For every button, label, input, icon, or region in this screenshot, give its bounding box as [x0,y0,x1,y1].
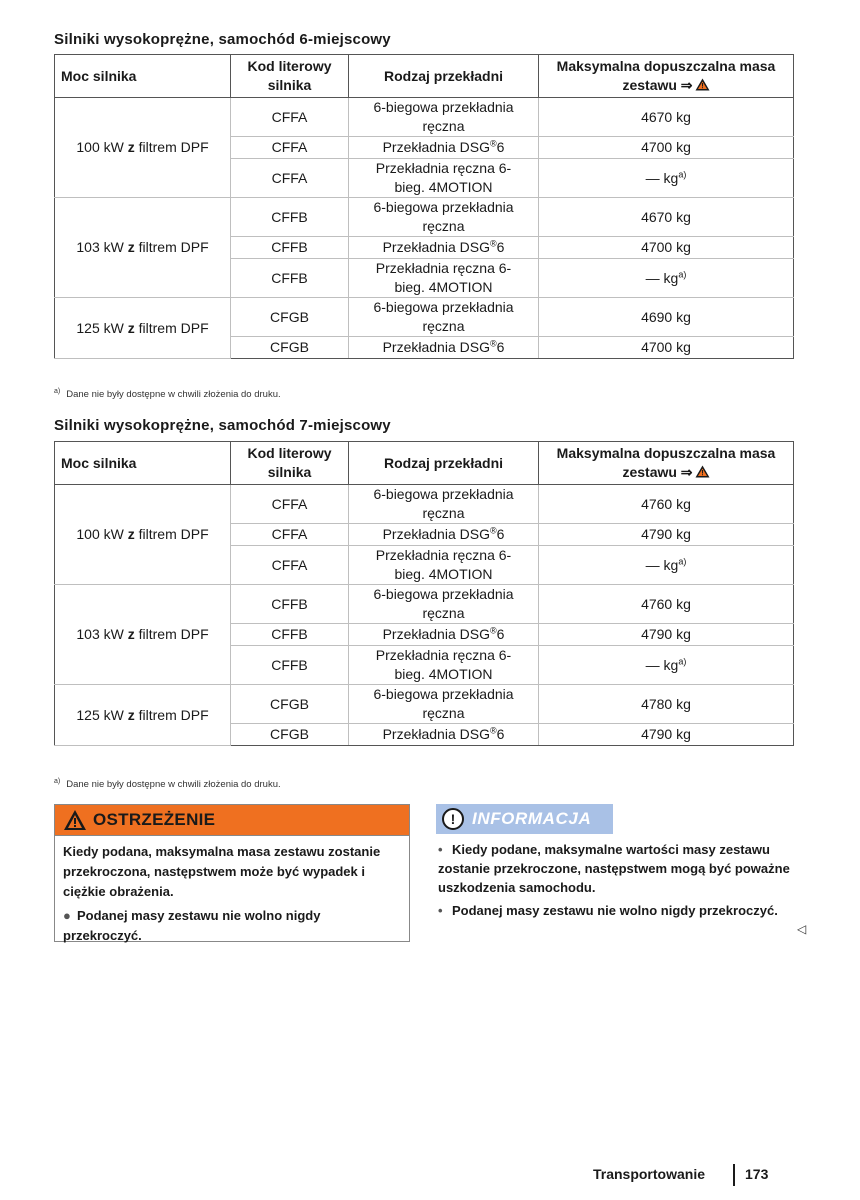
engine-code-cell: CFFA [231,137,349,159]
transmission-gears: 6 [496,626,505,642]
info-box [436,804,796,924]
engine-power-cell [55,685,231,746]
engine-conn: z [127,139,135,155]
transmission-label: 6-biegowa przekładnia ręczna [373,99,514,134]
column-header [231,55,349,98]
table-title: Silniki wysokoprężne, samochód 6-miejscowy [54,31,391,48]
transmission-cell [349,137,539,159]
max-mass-cell [539,98,794,137]
transmission-cell [349,524,539,546]
engine-power-cell [55,198,231,298]
max-mass-cell [539,624,794,646]
transmission-cell [349,646,539,685]
column-header-label: Kod literowy silnika [247,58,332,93]
engine-code-cell: CFFB [231,198,349,237]
table-footnote [54,389,281,400]
engine-filter: filtrem DPF [138,139,209,155]
transmission-gears: 6 [496,139,505,155]
transmission-label: Przekładnia ręczna 6-bieg. 4MOTION [375,647,512,682]
transmission-cell [349,298,539,337]
transmission-cell [349,259,539,298]
max-mass-value: 4790 kg [641,626,691,642]
warning-box [54,804,410,942]
info-bullet [438,840,790,897]
engine-code-cell: CFFB [231,237,349,259]
max-mass-value: 4690 kg [641,308,691,325]
column-header [231,442,349,485]
engine-filter: filtrem DPF [138,319,209,336]
max-mass-value: — kg [645,656,679,673]
transmission-cell [349,237,539,259]
registered-mark: ® [489,138,497,149]
transmission-cell [349,198,539,237]
towing-mass-table-7-seat [54,441,794,746]
table-footnote [54,779,281,790]
page-footer [0,1164,860,1188]
transmission-label: Przekładnia DSG [382,339,490,355]
table-row [55,485,794,524]
engine-code-cell: CFFA [231,98,349,137]
max-mass-value: 4790 kg [641,526,691,542]
max-mass-value: 4700 kg [641,239,691,255]
warning-body [55,836,409,946]
info-bullet [438,901,790,920]
transmission-label: Przekładnia ręczna 6-bieg. 4MOTION [375,260,512,295]
warning-text: Kiedy podana, maksymalna masa zestawu zostanie przekroczona, następstwem może być wypadek i ciężkie obrażenia. [63,844,381,899]
max-mass-cell [539,546,794,585]
column-header [55,55,231,98]
transmission-cell [349,685,539,724]
engine-filter: filtrem DPF [138,706,209,723]
footnote-text: Dane nie były dostępne w chwili złożenia do druku. [66,389,281,400]
transmission-gears: 6 [496,526,505,542]
warning-triangle-icon [695,465,710,478]
transmission-label: Przekładnia DSG [382,526,490,542]
max-mass-cell [539,298,794,337]
max-mass-value: 4760 kg [641,595,691,612]
warning-triangle-icon [63,809,87,831]
engine-power: 125 kW [76,706,124,723]
engine-filter: filtrem DPF [138,526,209,542]
transmission-label: 6-biegowa przekładnia ręczna [373,486,514,521]
warning-bullet-text: Podanej masy zestawu nie wolno nigdy przekroczyć. [63,908,321,943]
footer-section: Transportowanie [592,1166,705,1182]
footnote-mark: a) [54,387,61,395]
exclamation-circle-icon: ! [442,808,464,830]
max-mass-cell [539,485,794,524]
footnote-ref: a) [678,655,687,666]
max-mass-cell [539,237,794,259]
max-mass-value: 4780 kg [641,695,691,712]
column-header-label: Rodzaj przekładni [383,67,504,84]
engine-code-cell: CFFA [231,546,349,585]
engine-conn: z [127,319,135,336]
engine-power-cell [55,98,231,198]
info-body [436,834,794,920]
engine-code-cell: CFFA [231,485,349,524]
column-header-label: Maksymalna dopuszczalna masa zestawu ⇒ [556,445,776,480]
registered-mark: ® [489,338,497,349]
transmission-cell [349,624,539,646]
transmission-label: 6-biegowa przekładnia ręczna [373,686,514,721]
transmission-label: 6-biegowa przekładnia ręczna [373,299,514,334]
max-mass-cell [539,198,794,237]
table-row [55,298,794,337]
column-header-label: Moc silnika [61,67,137,84]
max-mass-cell [539,159,794,198]
max-mass-value: 4760 kg [641,495,691,512]
bullet-dot: ● [63,908,71,923]
max-mass-value: — kg [645,169,679,186]
max-mass-cell [539,724,794,746]
engine-code-cell: CFGB [231,685,349,724]
engine-power: 103 kW [76,626,124,642]
footer-divider [733,1164,735,1186]
engine-power: 103 kW [76,239,124,255]
warning-triangle-icon [695,78,710,91]
transmission-label: Przekładnia DSG [382,139,490,155]
engine-code-cell: CFFB [231,646,349,685]
transmission-gears: 6 [496,726,505,742]
engine-power-cell [55,298,231,359]
engine-code-cell: CFFB [231,585,349,624]
info-header [436,804,613,834]
warning-header [55,805,409,836]
info-bullet-text: Kiedy podane, maksymalne wartości masy zestawu zostanie przekroczone, następstwem mogą być poważne uszkodzenia samochodu. [438,842,790,895]
engine-code-cell: CFFA [231,524,349,546]
table-title: Silniki wysokoprężne, samochód 7-miejscowy [54,417,391,434]
column-header [55,442,231,485]
max-mass-value: 4700 kg [641,139,691,155]
warning-bullet [63,906,401,946]
engine-power-cell [55,585,231,685]
column-header-label: Maksymalna dopuszczalna masa zestawu ⇒ [556,58,776,93]
column-header [349,442,539,485]
registered-mark: ® [489,525,497,536]
column-header-label: Kod literowy silnika [247,445,332,480]
transmission-cell [349,98,539,137]
registered-mark: ® [489,238,497,249]
info-bullet-text: Podanej masy zestawu nie wolno nigdy przekroczyć. [452,903,778,918]
transmission-label: Przekładnia DSG [382,626,490,642]
max-mass-cell [539,137,794,159]
warning-title: OSTRZEŻENIE [93,810,216,829]
max-mass-cell [539,646,794,685]
engine-code-cell: CFFA [231,159,349,198]
footnote-ref: a) [678,555,687,566]
transmission-label: Przekładnia DSG [382,239,490,255]
table-row [55,98,794,137]
max-mass-value: 4790 kg [641,726,691,742]
max-mass-cell [539,337,794,359]
max-mass-value: — kg [645,269,679,286]
table-row [55,198,794,237]
max-mass-value: 4670 kg [641,108,691,125]
engine-power-cell [55,485,231,585]
footnote-text: Dane nie były dostępne w chwili złożenia do druku. [66,779,281,790]
footnote-ref: a) [678,268,687,279]
info-title: INFORMACJA [472,809,592,828]
registered-mark: ® [489,625,497,636]
transmission-cell [349,724,539,746]
engine-code-cell: CFGB [231,298,349,337]
back-marker-icon: ◁ [797,922,807,936]
footnote-ref: a) [678,168,687,179]
engine-conn: z [127,239,135,255]
table-row [55,585,794,624]
column-header [349,55,539,98]
transmission-label: Przekładnia ręczna 6-bieg. 4MOTION [375,160,512,195]
column-header-label: Moc silnika [61,454,137,471]
engine-code-cell: CFGB [231,337,349,359]
engine-power: 125 kW [76,319,124,336]
registered-mark: ® [489,725,497,736]
engine-code-cell: CFFB [231,259,349,298]
max-mass-value: 4670 kg [641,208,691,225]
max-mass-cell [539,524,794,546]
transmission-gears: 6 [496,239,505,255]
max-mass-value: — kg [645,556,679,573]
bullet-dot: • [438,842,443,857]
column-header [539,442,794,485]
transmission-label: 6-biegowa przekładnia ręczna [373,199,514,234]
engine-code-cell: CFFB [231,624,349,646]
transmission-cell [349,485,539,524]
table-row [55,685,794,724]
engine-power: 100 kW [76,139,124,155]
transmission-cell [349,337,539,359]
transmission-label: Przekładnia ręczna 6-bieg. 4MOTION [375,547,512,582]
max-mass-value: 4700 kg [641,339,691,355]
engine-power: 100 kW [76,526,124,542]
engine-filter: filtrem DPF [138,239,209,255]
transmission-label: 6-biegowa przekładnia ręczna [373,586,514,621]
column-header [539,55,794,98]
engine-conn: z [127,706,135,723]
page-number: 173 [745,1166,769,1182]
engine-conn: z [127,526,135,542]
max-mass-cell [539,585,794,624]
towing-mass-table-6-seat [54,54,794,359]
max-mass-cell [539,685,794,724]
bullet-dot: • [438,903,443,918]
transmission-cell [349,546,539,585]
engine-conn: z [127,626,135,642]
footnote-mark: a) [54,777,61,785]
transmission-gears: 6 [496,339,505,355]
transmission-cell [349,159,539,198]
column-header-label: Rodzaj przekładni [383,454,504,471]
transmission-label: Przekładnia DSG [382,726,490,742]
transmission-cell [349,585,539,624]
engine-code-cell: CFGB [231,724,349,746]
engine-filter: filtrem DPF [138,626,209,642]
max-mass-cell [539,259,794,298]
